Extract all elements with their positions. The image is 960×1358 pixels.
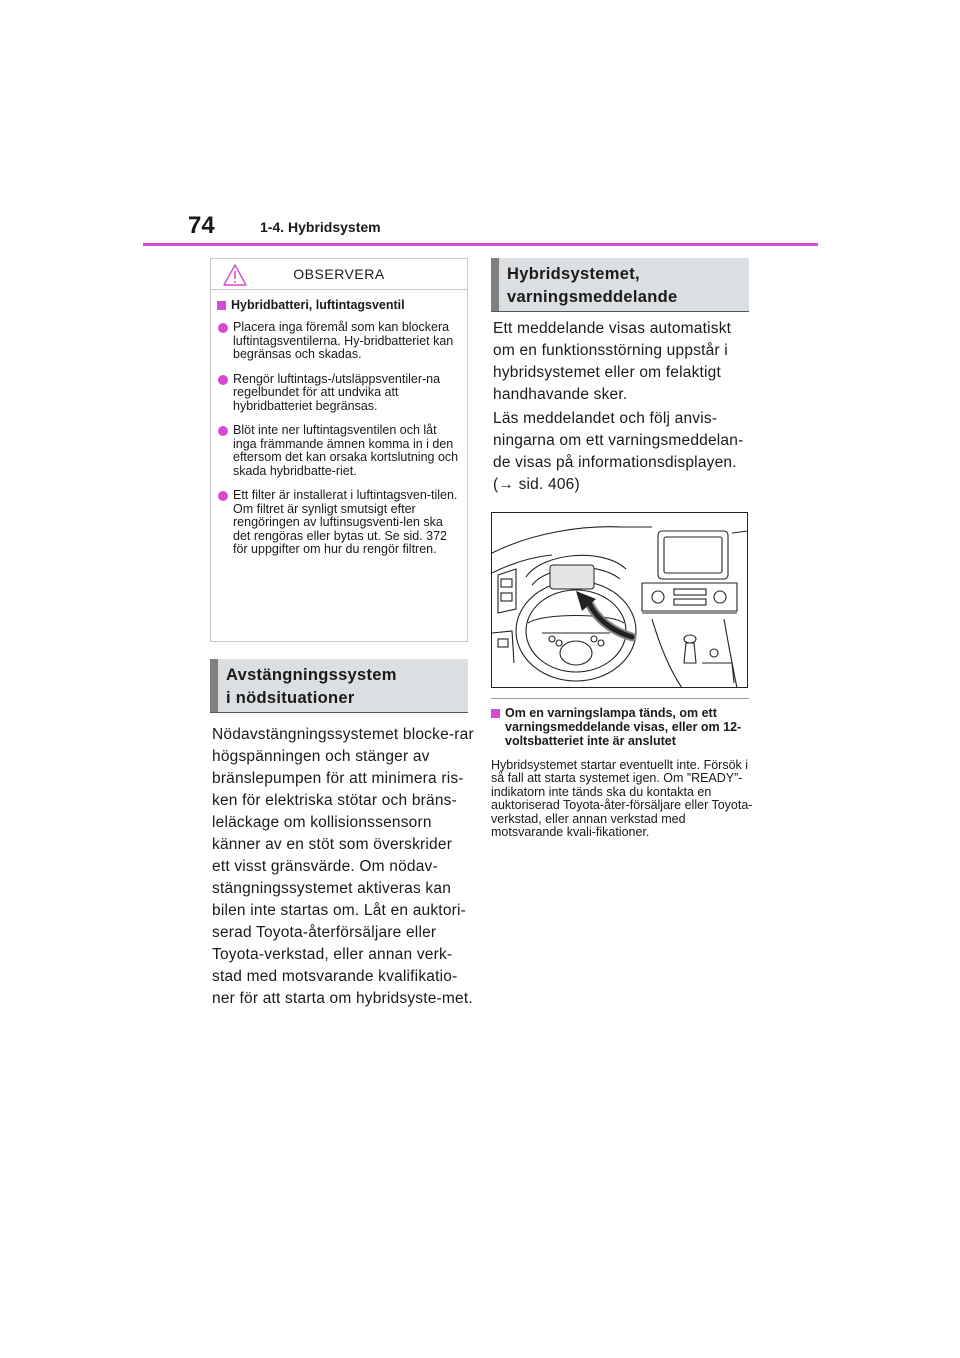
notice-header: [211, 259, 467, 290]
notice-bullet: [217, 424, 459, 478]
warning-subheading-text: Om en varningslampa tänds, om ett varningsmeddelande visas, eller om 12-voltsbatteriet inte är anslutet: [505, 706, 742, 748]
round-bullet-icon: [218, 426, 228, 436]
warning-paragraph-2: Läs meddelandet och följ anvis-ningarna om ett varningsmeddelan-de visas på informationsdisplayen.: [493, 410, 744, 471]
notice-title: OBSERVERA: [293, 266, 385, 282]
notice-bullet-text: Placera inga föremål som kan blockera luftintagsventilerna. Hy-bridbatteriet kan begränsas och skadas.: [233, 320, 454, 361]
heading-underline: [491, 311, 749, 312]
warning-small-paragraph: Hybridsystemet startar eventuellt inte. Försök i så fall att starta systemet igen. Om ”READY”-indikatorn inte tänds ska du kontakta en auktoriserad Toyota-åter-försäljare eller Toyota-verkstad, eller annan verkstad med motsvarande kvali-fikationer.: [491, 758, 753, 840]
notice-bullet-text: Blöt inte ner luftintagsventilen och låt inga främmande ämnen komma in i den eftersom det kan orsaka kortslutning och skada hybridbatte-riet.: [233, 423, 459, 478]
illustration-divider: [491, 698, 749, 699]
emergency-paragraph: Nödavstängningssystemet blocke-rar högspänningen och stänger av bränslepumpen för att minimera ris-ken för elektriska stötar och bräns-leläckage om kollisionssensorn känner av en stöt som överskrider ett visst gränsvärde. Om nödav-stängningssystemet aktiveras kan bilen inte startas om. Låt en auktori-serad Toyota-återförsäljare eller Toyota-verkstad, eller annan verk-stad med motsvarande kvalifikatio-ner för att starta om hybridsyste-met.: [212, 726, 474, 1007]
notice-bullet-text: Rengör luftintags-/utsläppsventiler-na regelbundet för att undvika att hybridbatteriet begränsas.: [233, 371, 441, 413]
square-bullet-icon: [491, 709, 500, 718]
section-heading-emergency: [210, 659, 468, 713]
notice-bullet-text: Ett filter är installerat i luftintagsven-tilen. Om filtret är synligt smutsigt efter rengöringen av luftinsugsventi-len ska det rengöras eller bytas ut. Se sid. 372 för uppgifter om hur du rengör filtren.: [233, 488, 458, 556]
round-bullet-icon: [218, 323, 228, 333]
heading-underline: [210, 712, 468, 713]
section-heading-line: Hybridsystemet,: [507, 265, 640, 283]
dashboard-drawing: [492, 513, 748, 688]
round-bullet-icon: [218, 375, 228, 385]
notice-subheading: [217, 298, 459, 312]
page-reference: (→ sid. 406): [493, 476, 580, 493]
notice-box: [210, 258, 468, 642]
section-title: 1-4. Hybridsystem: [260, 219, 381, 235]
notice-body: [211, 290, 467, 557]
warning-paragraph-1: Ett meddelande visas automatiskt om en funktionsstörning uppstår i hybridsystemet eller om felaktigt handhavande sker.: [493, 320, 732, 403]
section-heading-warning: [491, 258, 749, 312]
notice-bullet: [217, 321, 459, 362]
dashboard-illustration: [491, 512, 748, 688]
notice-subheading-text: Hybridbatteri, luftintagsventil: [231, 298, 405, 312]
square-bullet-icon: [217, 301, 226, 310]
header-rule: [143, 243, 818, 246]
section-heading-line: i nödsituationer: [226, 689, 355, 707]
notice-bullet: [217, 489, 459, 557]
notice-bullet: [217, 373, 459, 414]
warning-subheading: [491, 706, 753, 748]
section-heading-line: Avstängningssystem: [226, 666, 397, 684]
section-heading-line: varningsmeddelande: [507, 288, 678, 306]
round-bullet-icon: [218, 491, 228, 501]
page-number: 74: [188, 212, 215, 239]
